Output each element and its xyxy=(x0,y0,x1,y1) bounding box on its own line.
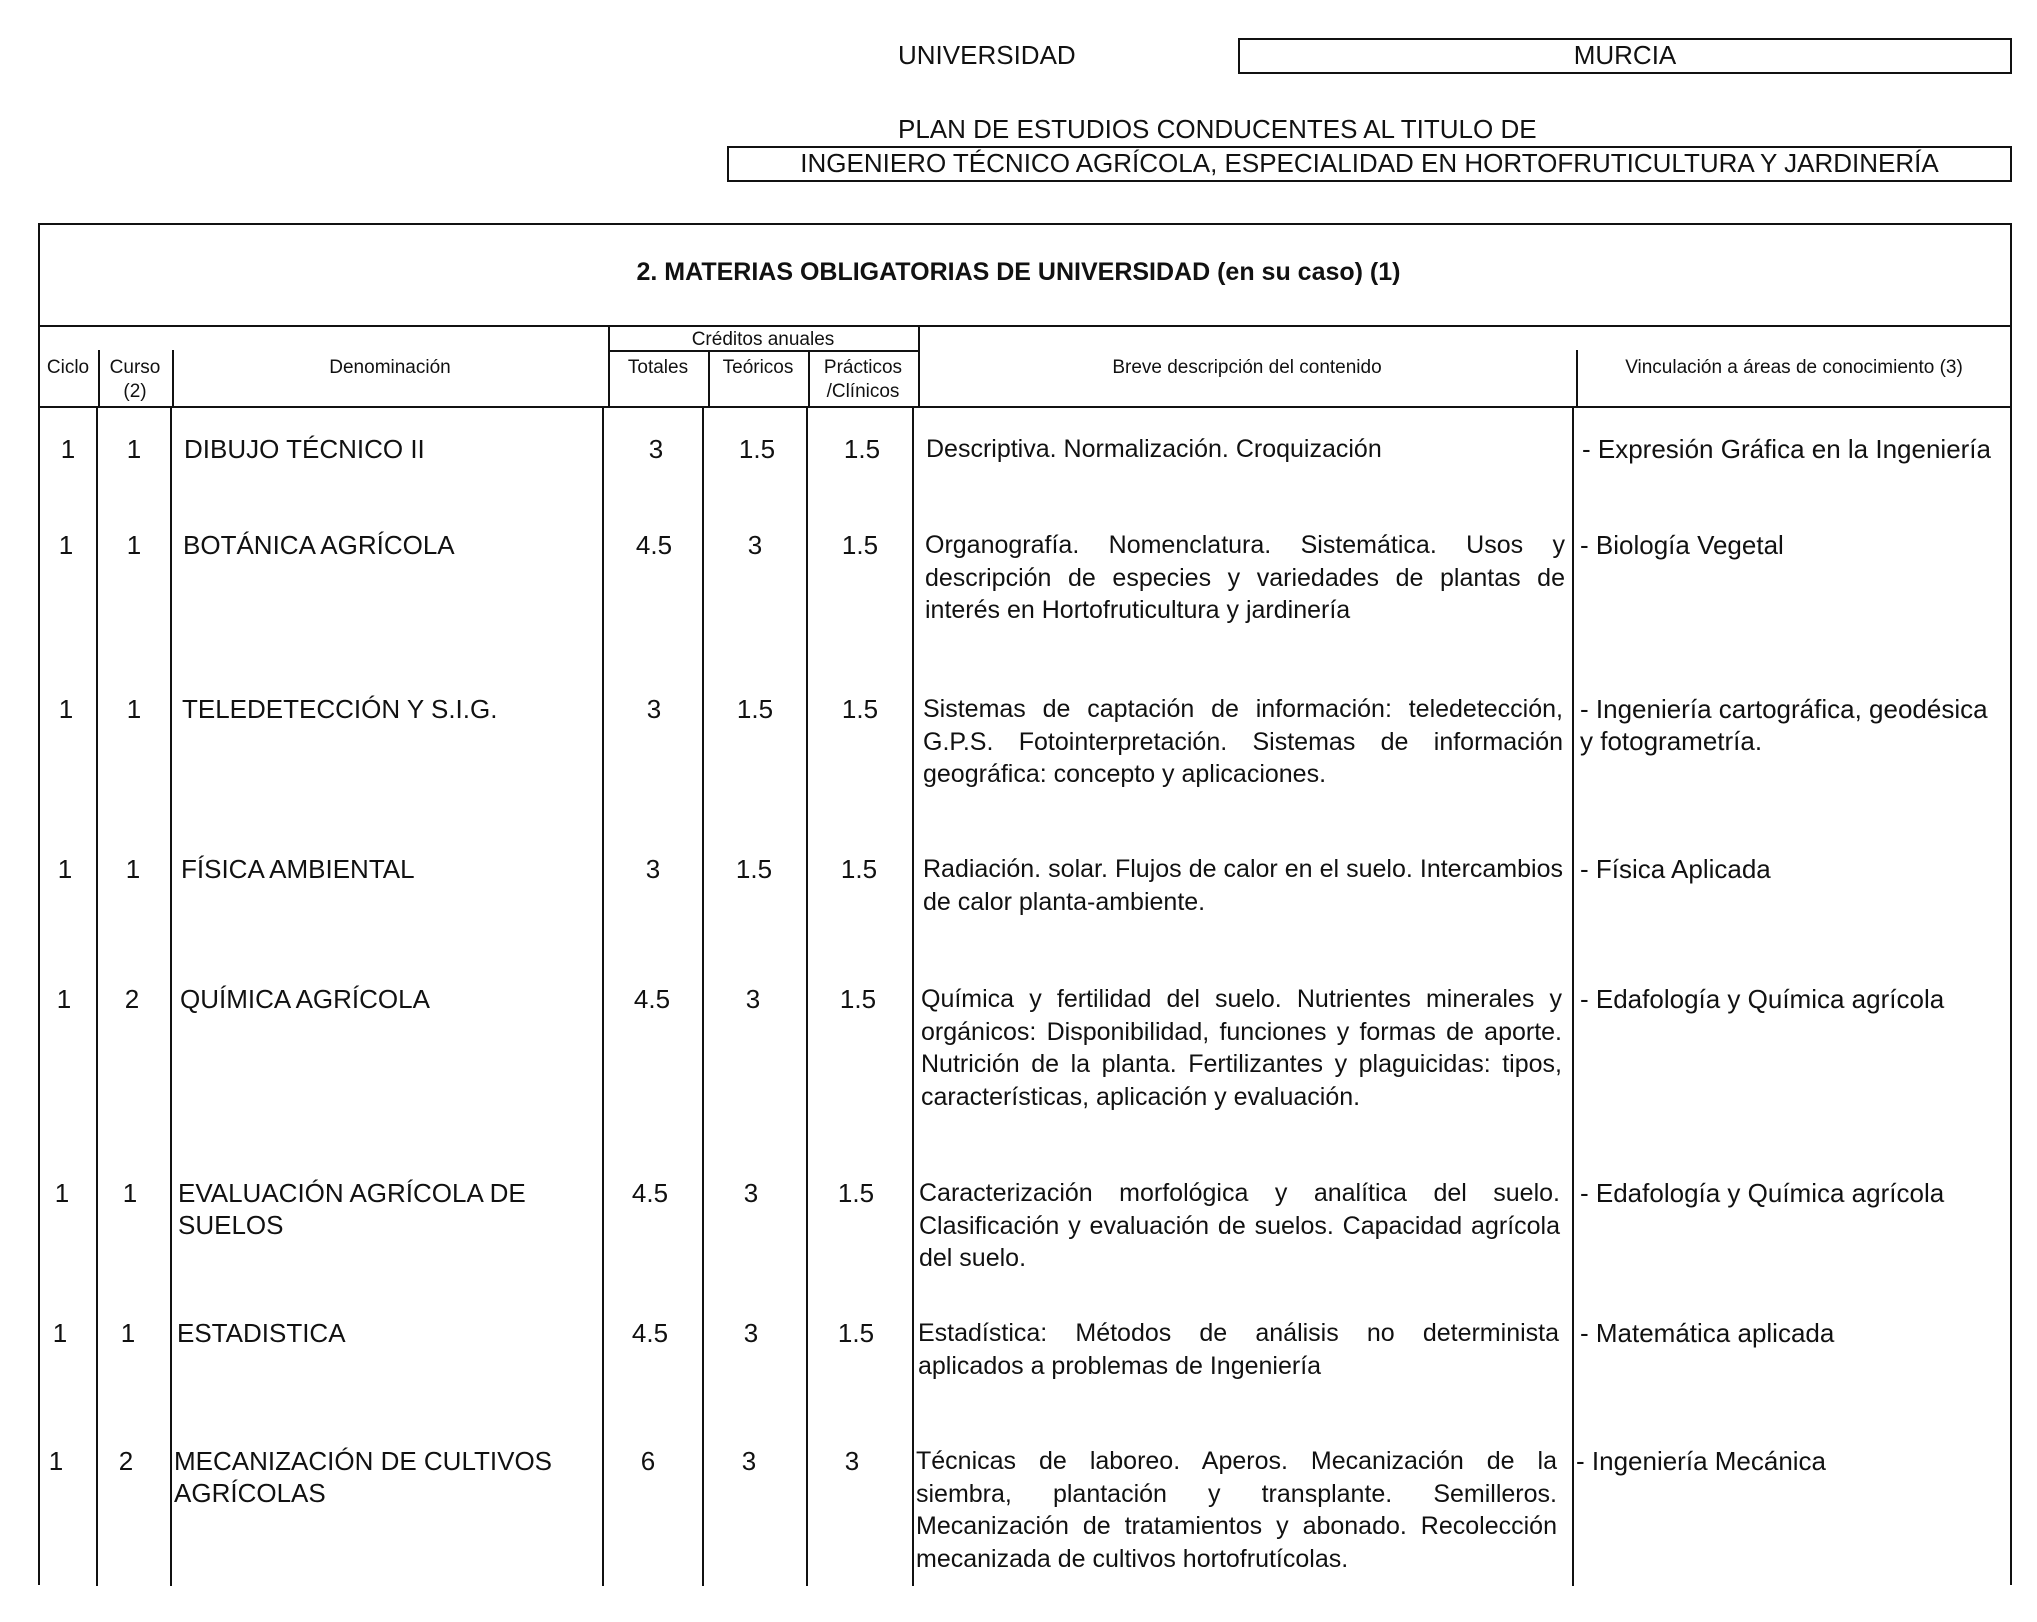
practicos-header: Prácticos /Clínicos xyxy=(823,357,903,402)
descripcion-cell: Descriptiva. Normalización. Croquización xyxy=(926,435,1382,463)
universidad-value: MURCIA xyxy=(1238,38,2012,74)
vinculacion-cell: - Ingeniería cartográfica, geodésica y fotogrametría. xyxy=(1580,694,1988,756)
descripcion-cell: Estadística: Métodos de análisis no determinista aplicados a problemas de Ingeniería xyxy=(918,1319,1559,1380)
curso-cell: 1 xyxy=(122,1178,138,1208)
descripcion-cell: Técnicas de laboreo. Aperos. Mecanización de la siembra, plantación y transplante. Semilleros. Mecanización de tratamientos y abonado. Recolección mecanizada de cultivos hortofrutícolas. xyxy=(916,1447,1557,1573)
descripcion-cell: Caracterización morfológica y analítica del suelo. Clasificación y evaluación de suelos. Capacidad agrícola del suelo. xyxy=(919,1179,1560,1272)
totales-cell: 4.5 xyxy=(633,984,671,1014)
body-col-line xyxy=(170,406,172,1586)
curso-cell: 2 xyxy=(124,984,140,1014)
practicos-cell: 1.5 xyxy=(839,984,877,1014)
denominacion-cell: EVALUACIÓN AGRÍCOLA DE SUELOS xyxy=(178,1178,526,1240)
teoricos-cell: 1.5 xyxy=(738,434,776,464)
section-title: 2. MATERIAS OBLIGATORIAS DE UNIVERSIDAD (en su caso) (1) xyxy=(636,258,1401,286)
descripcion-cell: Organografía. Nomenclatura. Sistemática. Usos y descripción de especies y variedades de plantas de interés en Hortofruticultura y jardinería xyxy=(925,531,1565,624)
totales-cell: 3 xyxy=(645,854,661,884)
vinculacion-cell: - Edafología y Química agrícola xyxy=(1580,1178,1945,1208)
body-col-line xyxy=(912,406,914,1586)
header-divider xyxy=(38,406,2012,408)
totales-cell: 6 xyxy=(640,1446,656,1476)
teoricos-cell: 1.5 xyxy=(735,854,773,884)
vinculacion-cell: - Expresión Gráfica en la Ingeniería xyxy=(1582,434,1991,464)
descripcion-cell: Química y fertilidad del suelo. Nutrientes minerales y orgánicos: Disponibilidad, funciones y formas de aporte. Nutrición de la planta. Fertilizantes y plaguicidas: tipos, características, aplicación y evaluación. xyxy=(921,985,1562,1111)
curso-cell: 1 xyxy=(125,854,141,884)
totales-cell: 4.5 xyxy=(631,1318,669,1348)
universidad-label: UNIVERSIDAD xyxy=(898,40,1076,70)
ciclo-cell: 1 xyxy=(60,434,76,464)
ciclo-header: Ciclo xyxy=(46,357,90,378)
denominacion-cell: QUÍMICA AGRÍCOLA xyxy=(180,984,430,1014)
practicos-cell: 1.5 xyxy=(840,854,878,884)
ciclo-cell: 1 xyxy=(56,984,72,1014)
curso-header: Curso (2) xyxy=(109,357,161,402)
denominacion-cell: ESTADISTICA xyxy=(177,1318,346,1348)
teoricos-cell: 3 xyxy=(741,1446,757,1476)
teoricos-cell: 3 xyxy=(743,1318,759,1348)
curso-cell: 2 xyxy=(118,1446,134,1476)
plan-label: PLAN DE ESTUDIOS CONDUCENTES AL TITULO DE xyxy=(898,114,1537,144)
denominacion-cell: DIBUJO TÉCNICO II xyxy=(184,434,425,464)
vinculacion-cell: - Edafología y Química agrícola xyxy=(1580,984,1945,1014)
totales-cell: 3 xyxy=(648,434,664,464)
curso-cell: 1 xyxy=(126,434,142,464)
practicos-cell: 1.5 xyxy=(837,1178,875,1208)
practicos-cell: 1.5 xyxy=(841,530,879,560)
ciclo-cell: 1 xyxy=(58,694,74,724)
descripcion-header: Breve descripción del contenido xyxy=(1112,357,1382,378)
ciclo-cell: 1 xyxy=(54,1178,70,1208)
ciclo-cell: 1 xyxy=(48,1446,64,1476)
totales-cell: 4.5 xyxy=(631,1178,669,1208)
curso-cell: 1 xyxy=(126,530,142,560)
totales-header: Totales xyxy=(627,357,689,378)
vinculacion-cell: - Física Aplicada xyxy=(1580,854,1771,884)
teoricos-cell: 3 xyxy=(743,1178,759,1208)
titulo-box: INGENIERO TÉCNICO AGRÍCOLA, ESPECIALIDAD EN HORTOFRUTICULTURA Y JARDINERÍA xyxy=(727,146,2012,182)
practicos-cell: 1.5 xyxy=(841,694,879,724)
vinculacion-cell: - Ingeniería Mecánica xyxy=(1576,1446,1827,1476)
title-divider xyxy=(38,325,2012,327)
body-col-line xyxy=(1572,406,1574,1586)
totales-cell: 3 xyxy=(646,694,662,724)
vinculacion-header: Vinculación a áreas de conocimiento (3) xyxy=(1625,357,1963,378)
descripcion-cell: Sistemas de captación de información: teledetección, G.P.S. Fotointerpretación. Sistemas de información geográfica: concepto y aplicaciones. xyxy=(923,695,1563,788)
ciclo-cell: 1 xyxy=(52,1318,68,1348)
teoricos-header: Teóricos xyxy=(722,357,794,378)
creditos-header: Créditos anuales xyxy=(691,329,835,350)
ciclo-cell: 1 xyxy=(57,854,73,884)
denominacion-cell: FÍSICA AMBIENTAL xyxy=(181,854,415,884)
practicos-cell: 3 xyxy=(844,1446,860,1476)
denominacion-cell: TELEDETECCIÓN Y S.I.G. xyxy=(182,694,498,724)
vinculacion-cell: - Matemática aplicada xyxy=(1580,1318,1835,1348)
denominacion-header: Denominación xyxy=(329,357,451,378)
practicos-cell: 1.5 xyxy=(837,1318,875,1348)
vinculacion-cell: - Biología Vegetal xyxy=(1580,530,1784,560)
descripcion-cell: Radiación. solar. Flujos de calor en el suelo. Intercambios de calor planta-ambiente. xyxy=(923,855,1563,916)
teoricos-cell: 3 xyxy=(745,984,761,1014)
totales-cell: 4.5 xyxy=(635,530,673,560)
ciclo-cell: 1 xyxy=(58,530,74,560)
curso-cell: 1 xyxy=(126,694,142,724)
practicos-cell: 1.5 xyxy=(843,434,881,464)
teoricos-cell: 1.5 xyxy=(736,694,774,724)
teoricos-cell: 3 xyxy=(747,530,763,560)
denominacion-cell: BOTÁNICA AGRÍCOLA xyxy=(183,530,455,560)
denominacion-cell: MECANIZACIÓN DE CULTIVOS AGRÍCOLAS xyxy=(174,1446,553,1508)
curso-cell: 1 xyxy=(120,1318,136,1348)
